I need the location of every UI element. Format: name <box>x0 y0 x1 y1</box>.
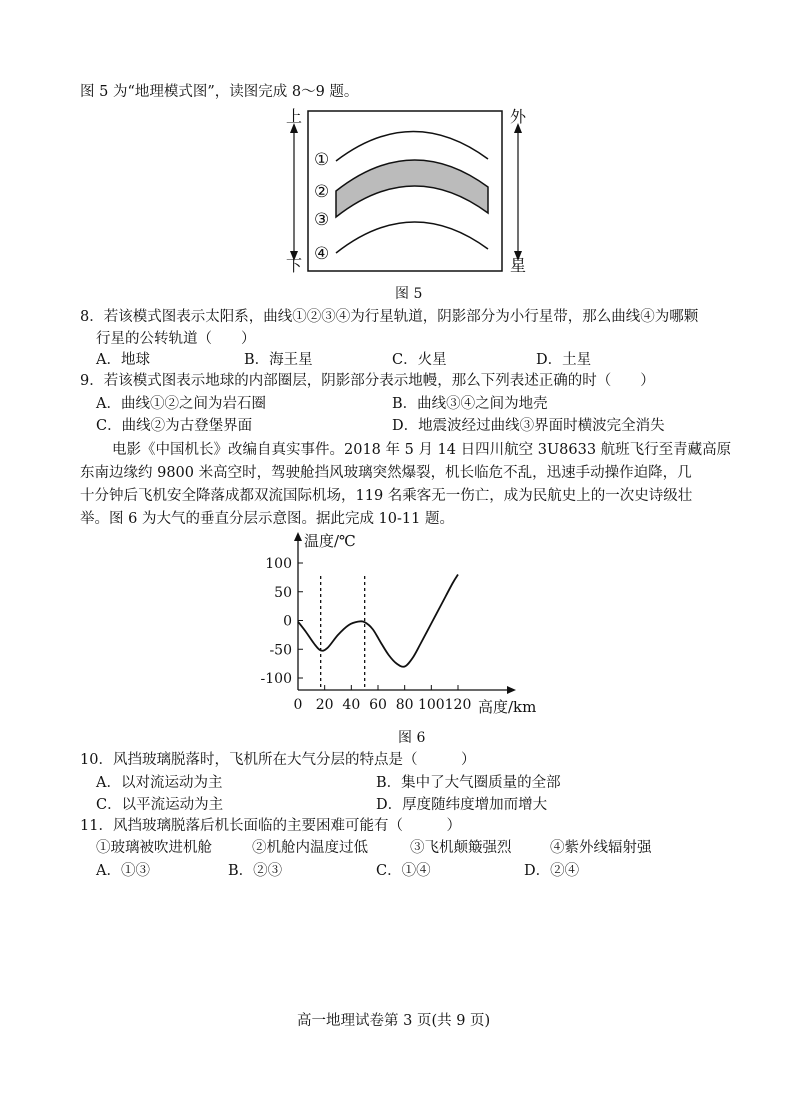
question-11-text: 11．风挡玻璃脱落后机长面临的主要困难可能有（ ） <box>80 818 461 834</box>
question-11-option-c[interactable]: C．①④ <box>376 863 431 879</box>
page-footer: 高一地理试卷第 3 页(共 9 页) <box>297 1013 491 1029</box>
x-axis-label: 高度/km <box>478 698 537 716</box>
y-tick-label: -50 <box>269 642 292 659</box>
question-9-option-d[interactable]: D．地震波经过曲线③界面时横波完全消失 <box>392 418 665 434</box>
y-axis-arrow <box>294 532 302 541</box>
label-bottom-left: 下 <box>286 256 303 275</box>
question-8-option-b[interactable]: B．海王星 <box>244 352 313 368</box>
question-9-option-c[interactable]: C．曲线②为古登堡界面 <box>96 418 253 434</box>
curve-label-3: ③ <box>314 210 330 230</box>
passage-line-4: 举。图 6 为大气的垂直分层示意图。据此完成 10-11 题。 <box>80 511 454 527</box>
question-10-option-c[interactable]: C．以平流运动为主 <box>96 797 224 813</box>
question-8-option-d[interactable]: D．土星 <box>536 352 592 368</box>
x-tick-label: 0 <box>293 697 303 713</box>
question-10-option-b[interactable]: B．集中了大气圈质量的全部 <box>376 775 561 791</box>
x-tick-label: 120 <box>444 697 472 713</box>
orbit-curve-1 <box>336 131 488 161</box>
x-tick-label: 80 <box>395 697 414 713</box>
question-10-text: 10．风挡玻璃脱落时，飞机所在大气分层的特点是（ ） <box>80 752 476 768</box>
question-11-item-3: ③飞机颠簸强烈 <box>410 840 512 856</box>
y-tick-label: 50 <box>274 584 292 601</box>
question-11-item-4: ④紫外线辐射强 <box>550 840 652 856</box>
passage-line-1: 电影《中国机长》改编自真实事件。2018 年 5 月 14 日四川航空 3U8633 航班飞行至青藏高原 <box>112 442 732 458</box>
curve-label-4: ④ <box>314 244 330 264</box>
label-bottom-right: 星 <box>510 256 527 275</box>
question-11-option-b[interactable]: B．②③ <box>228 863 283 879</box>
curve-label-2: ② <box>314 182 330 202</box>
curve-label-1: ① <box>314 150 330 170</box>
question-8-text: 8．若该模式图表示太阳系，曲线①②③④为行星轨道，阴影部分为小行星带，那么曲线④为哪颗 <box>80 309 699 325</box>
intro-text: 图 5 为“地理模式图”，读图完成 8～9 题。 <box>80 84 359 100</box>
question-8-option-c[interactable]: C．火星 <box>392 352 447 368</box>
question-11-item-2: ②机舱内温度过低 <box>252 840 368 856</box>
question-10-option-d[interactable]: D．厚度随纬度增加而增大 <box>376 797 548 813</box>
x-axis-arrow <box>507 686 516 694</box>
y-axis-label: 温度/℃ <box>304 532 356 550</box>
passage-line-3: 十分钟后飞机安全降落成都双流国际机场，119 名乘客无一伤亡，成为民航史上的一次史诗级壮 <box>80 488 693 504</box>
orbit-curve-4 <box>336 222 488 253</box>
question-9-option-b[interactable]: B．曲线③④之间为地壳 <box>392 396 548 412</box>
x-tick-label: 100 <box>417 697 445 713</box>
question-10-option-a[interactable]: A．以对流运动为主 <box>96 775 223 791</box>
question-11-item-1: ①玻璃被吹进机舱 <box>96 840 212 856</box>
shaded-band <box>336 160 488 217</box>
figure-5-caption: 图 5 <box>395 286 423 302</box>
passage-line-2: 东南边缘约 9800 米高空时，驾驶舱挡风玻璃突然爆裂，机长临危不乱，迅速手动操作迫降，几 <box>80 465 692 481</box>
y-tick-label: 0 <box>283 613 292 630</box>
figure-6-chart <box>250 528 550 728</box>
figure-6-caption: 图 6 <box>398 730 426 746</box>
y-tick-label: 100 <box>265 556 292 572</box>
question-11-option-d[interactable]: D．②④ <box>524 863 580 879</box>
question-11-option-a[interactable]: A．①③ <box>96 863 150 879</box>
question-8-option-a[interactable]: A．地球 <box>96 352 150 368</box>
label-top-left: 上 <box>286 107 303 126</box>
x-tick-label: 40 <box>342 697 361 713</box>
x-tick-label: 20 <box>315 697 334 713</box>
question-9-text: 9．若该模式图表示地球的内部圈层，阴影部分表示地幔，那么下列表述正确的时（ ） <box>80 373 655 389</box>
temperature-curve <box>298 575 458 667</box>
question-9-option-a[interactable]: A．曲线①②之间为岩石圈 <box>96 396 266 412</box>
label-top-right: 外 <box>510 107 527 126</box>
x-tick-label: 60 <box>369 697 387 713</box>
figure-5-diagram <box>280 105 540 277</box>
question-8-text-cont: 行星的公转轨道（ ） <box>96 331 256 347</box>
y-tick-label: -100 <box>260 671 292 687</box>
